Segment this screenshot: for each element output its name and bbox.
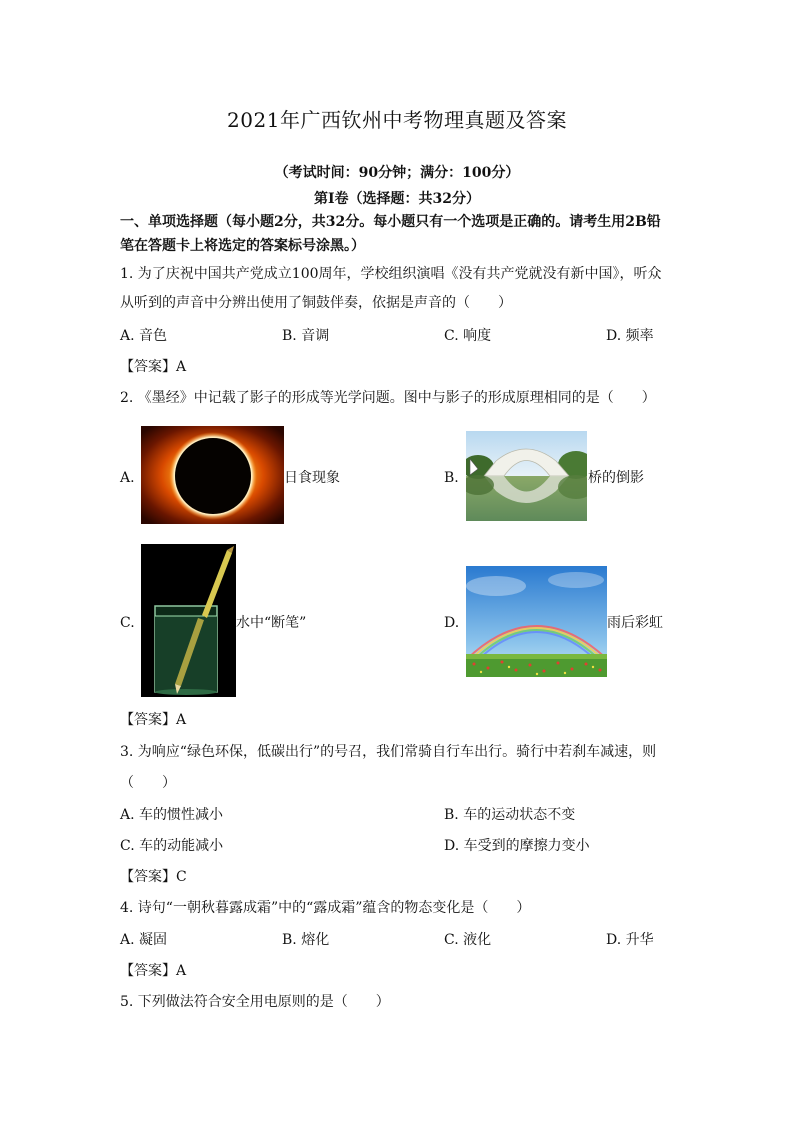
q4-option-d: D. 升华 (606, 932, 654, 948)
q5-stem: 5. 下列做法符合安全用电原则的是（ ） (120, 994, 390, 1010)
q1-option-b: B. 音调 (282, 328, 330, 344)
q2-option-b-caption: 桥的倒影 (588, 470, 644, 486)
q2-option-d-caption: 雨后彩虹 (607, 615, 663, 631)
q4-option-b: B. 熔化 (282, 932, 330, 948)
q3-stem-line2: （ ） (120, 775, 176, 791)
document-title: 2021年广西钦州中考物理真题及答案 (227, 108, 567, 132)
q1-option-d: D. 频率 (606, 328, 654, 344)
q4-option-c: C. 液化 (444, 932, 492, 948)
q2-option-a-caption: 日食现象 (284, 470, 340, 486)
q2-option-c-caption: 水中“断笔” (236, 615, 307, 631)
q2-option-d-letter: D. (444, 615, 460, 631)
q4-stem: 4. 诗句“一朝秋暮露成霜”中的“露成霜”蕴含的物态变化是（ ） (120, 900, 531, 916)
q2-option-a-letter: A. (120, 470, 135, 486)
part1-heading-line1: 一、单项选择题（每小题2分，共32分。每小题只有一个选项是正确的。请考生用2B铅 (120, 214, 661, 230)
q2-stem: 2. 《墨经》中记载了影子的形成等光学问题。图中与影子的形成原理相同的是（ ） (120, 390, 656, 406)
q3-answer: 【答案】C (120, 869, 187, 885)
q1-option-c: C. 响度 (444, 328, 492, 344)
q2-option-b-letter: B. (444, 470, 459, 486)
q1-option-a: A. 音色 (120, 328, 168, 344)
broken-pencil-image (141, 544, 236, 697)
q4-option-a: A. 凝固 (120, 932, 168, 948)
exam-info: （考试时间：90分钟；满分：100分） (274, 165, 520, 181)
q1-stem-line1: 1. 为了庆祝中国共产党成立100周年，学校组织演唱《没有共产党就没有新中国》，听众 (120, 266, 662, 282)
q3-option-d: D. 车受到的摩擦力变小 (444, 838, 590, 854)
q1-answer: 【答案】A (120, 359, 187, 375)
q3-stem-line1: 3. 为响应“绿色环保，低碳出行”的号召，我们常骑自行车出行。骑行中若刹车减速，则 (120, 744, 657, 760)
q2-option-c-letter: C. (120, 615, 135, 631)
bridge-reflection-image (466, 431, 587, 521)
q4-answer: 【答案】A (120, 963, 187, 979)
solar-eclipse-image (141, 426, 284, 524)
section-title: 第Ⅰ卷（选择题：共32分） (313, 191, 481, 207)
rainbow-image (466, 566, 607, 677)
q3-option-a: A. 车的惯性减小 (120, 807, 224, 823)
part1-heading-line2: 笔在答题卡上将选定的答案标号涂黑。） (120, 238, 365, 254)
q2-answer: 【答案】A (120, 712, 187, 728)
q3-option-b: B. 车的运动状态不变 (444, 807, 576, 823)
q1-stem-line2: 从听到的声音中分辨出使用了铜鼓伴奏，依据是声音的（ ） (120, 295, 512, 311)
q3-option-c: C. 车的动能减小 (120, 838, 224, 854)
